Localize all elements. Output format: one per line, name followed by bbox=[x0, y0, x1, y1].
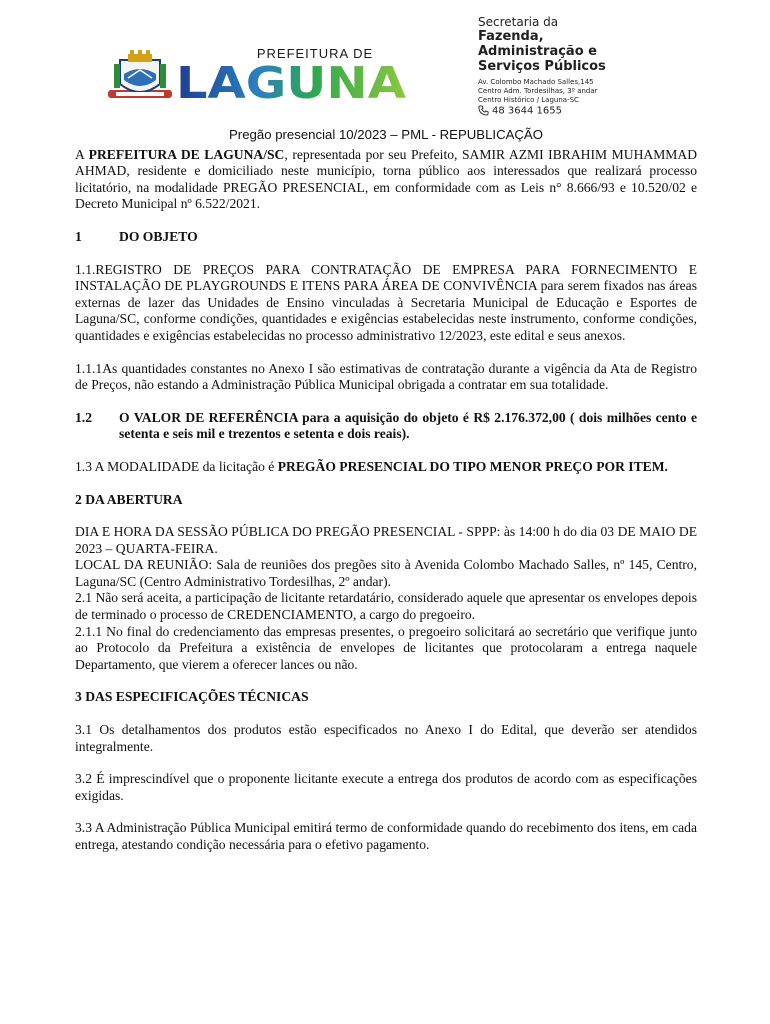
session-date: DIA E HORA DA SESSÃO PÚBLICA DO PREGÃO PRESENCIAL - SPPP: às 14:00 h do dia 03 DE MAIO DE 2023 – QUARTA-FEIRA. bbox=[75, 524, 697, 556]
secretaria-line-2: Fazenda, bbox=[478, 29, 544, 44]
intro-paragraph: A PREFEITURA DE LAGUNA/SC, representada por seu Prefeito, SAMIR AZMI IBRAHIM MUHAMMAD AHMAD, residente e domiciliado neste município, torna público aos interessados que realizará processo licitatório, na modalidade PREGÃO PRESENCIAL, em conformidade com as Leis n° 8.666/93 e 10.520/02 e Decreto Municipal nº 6.522/2021. bbox=[75, 146, 698, 212]
section-2-heading: 2 DA ABERTURA bbox=[75, 491, 183, 507]
address-line-1: Av. Colombo Machado Salles,145 bbox=[478, 78, 594, 86]
paragraph-3-1: 3.1 Os detalhamentos dos produtos estão especificados no Anexo I do Edital, que deverão ser atendidos integralmente. bbox=[75, 722, 697, 754]
document-title: Pregão presencial 10/2023 – PML - REPUBLICAÇÃO bbox=[229, 127, 543, 142]
address-line-2: Centro Adm. Tordesilhas, 3º andar bbox=[478, 87, 598, 95]
paragraph-3-3: 3.3 A Administração Pública Municipal emitirá termo de conformidade quando do recebimento dos itens, em cada entrega, atestando condição necessária para o efetivo pagamento. bbox=[75, 820, 697, 852]
letterhead bbox=[0, 0, 770, 125]
paragraph-1-1: 1.1.REGISTRO DE PREÇOS PARA CONTRATAÇÃO DE EMPRESA PARA FORNECIMENTO E INSTALAÇÃO DE PLAYGROUNDS E ITENS PARA ÁREA DE CONVIVÊNCIA para serem fixados nas áreas externas de lazer das Unidades de Ensino vinculadas à Secretaria Municipal de Educação e Esportes de Laguna/SC, conforme condições, quantidades e exigências estabelecidas neste instrumento, conforme condições, quantidades e exigências estabelecidas no processo administrativo 12/2023, este edital e seus anexos. bbox=[75, 261, 697, 343]
prefeitura-label: PREFEITURA DE bbox=[256, 46, 374, 61]
section-3-heading: 3 DAS ESPECIFICAÇÕES TÉCNICAS bbox=[75, 689, 309, 705]
secretaria-line-4: Serviços Públicos bbox=[478, 59, 606, 74]
entity-name: PREFEITURA DE LAGUNA/SC bbox=[88, 146, 285, 162]
secretaria-line-1: Secretaria da bbox=[478, 15, 559, 29]
phone-number: 48 3644 1655 bbox=[492, 105, 562, 117]
paragraph-1-2: 1.2 O VALOR DE REFERÊNCIA para a aquisição do objeto é R$ 2.176.372,00 ( dois milhões cento e setenta e seis mil e trezentos e setenta e dois reais). bbox=[75, 409, 697, 442]
paragraph-2-1: 2.1 Não será aceita, a participação de licitante retardatário, considerado aquele que apresentar os envelopes depois de terminado o processo de CREDENCIAMENTO, a cargo do pregoeiro. bbox=[75, 590, 697, 623]
paragraph-1-1-1: 1.1.1As quantidades constantes no Anexo I são estimativas de contratação durante a vigência da Ata de Registro de Preços, não estando a Administração Pública Municipal obrigada a contratar em sua totalidade. bbox=[75, 360, 697, 393]
phone-contact bbox=[478, 105, 562, 117]
municipal-crest-icon bbox=[106, 50, 174, 108]
section-1-heading: 1 DO OBJETO bbox=[75, 228, 198, 244]
phone-icon bbox=[478, 105, 489, 116]
address-line-3: Centro Histórico / Laguna-SC bbox=[478, 96, 579, 104]
session-location: LOCAL DA REUNIÃO: Sala de reuniões dos pregões sito à Avenida Colombo Machado Salles, nº 145, Centro, Laguna/SC (Centro Administrativo Tordesilhas, 2º andar). bbox=[75, 557, 697, 589]
secretaria-line-3: Administração e bbox=[478, 44, 597, 59]
paragraph-2-1-1: 2.1.1 No final do credenciamento das empresas presentes, o pregoeiro solicitará ao secretário que verifique junto ao Protocolo da Prefeitura a existência de envelopes de licitantes que protocolaram a entrega naquele Departamento, que vierem a oferecer lances ou não. bbox=[75, 623, 697, 672]
paragraph-3-2: 3.2 É imprescindível que o proponente licitante execute a entrega dos produtos de acordo com as especificações exigidas. bbox=[75, 771, 697, 803]
document-body bbox=[75, 127, 697, 854]
logo-word: LAGUNA bbox=[176, 60, 406, 102]
secretaria-block bbox=[478, 16, 648, 105]
laguna-wordmark bbox=[176, 60, 408, 102]
paragraph-1-3: 1.3 A MODALIDADE da licitação é PREGÃO PRESENCIAL DO TIPO MENOR PREÇO POR ITEM. bbox=[75, 458, 668, 474]
